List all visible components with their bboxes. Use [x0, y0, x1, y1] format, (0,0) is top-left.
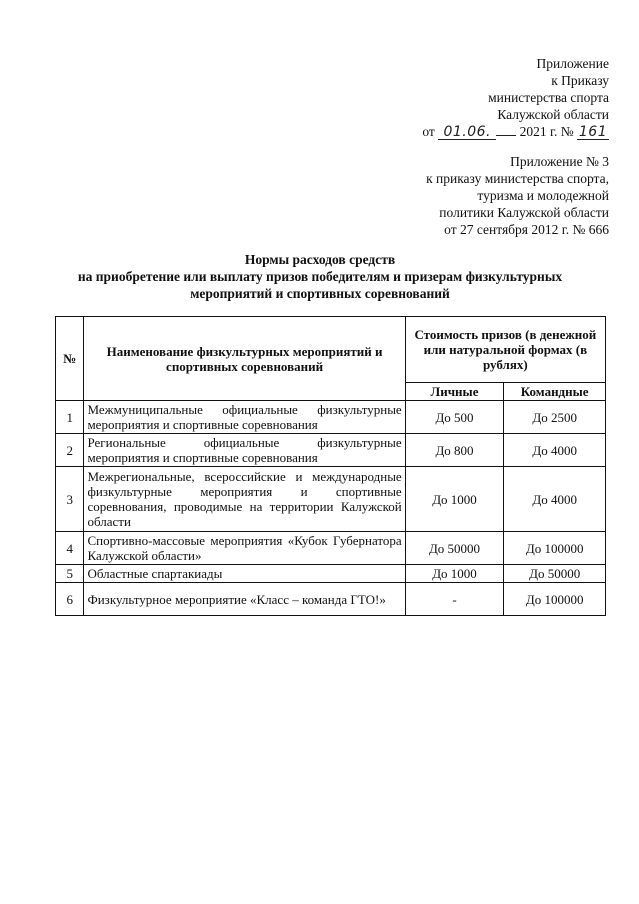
row-name: Спортивно-массовые мероприятия «Кубок Губернатора Калужской области»: [84, 532, 405, 565]
header-personal: Личные: [405, 383, 504, 401]
row-personal: До 500: [405, 401, 504, 434]
order-year-label: 2021 г. №: [519, 124, 574, 139]
table-row: [56, 583, 606, 616]
appendix-3-line-3: туризма и молодежной: [477, 188, 609, 203]
row-team: До 4000: [504, 467, 606, 532]
appendix-1-title: Приложение: [536, 56, 609, 71]
row-team: До 100000: [504, 583, 606, 616]
row-personal: -: [405, 583, 504, 616]
title-line-3: мероприятий и спортивных соревнований: [190, 286, 450, 301]
header-cost: Стоимость призов (в денежной или натуральной формах (в рублях): [405, 317, 605, 383]
row-team: До 2500: [504, 401, 606, 434]
row-number: 4: [56, 532, 84, 565]
title-line-2: на приобретение или выплату призов победителям и призерам физкультурных: [77, 269, 563, 284]
row-number: 3: [56, 467, 84, 532]
table-header-row: [56, 317, 606, 383]
row-team: До 100000: [504, 532, 606, 565]
order-date-field: [438, 125, 496, 140]
order-date-handwritten: 01.06.: [443, 124, 491, 140]
appendix-1-line-4: Калужской области: [497, 107, 609, 122]
appendix-3-block: [426, 153, 609, 238]
row-team: До 50000: [504, 565, 606, 583]
order-number-field: [577, 125, 609, 140]
row-name: Физкультурное мероприятие «Класс – команда ГТО!»: [84, 583, 405, 616]
header-team: Командные: [504, 383, 606, 401]
order-date-blank: [496, 135, 516, 136]
row-number: 2: [56, 434, 84, 467]
appendix-1-line-3: министерства спорта: [488, 90, 609, 105]
appendix-3-line-2: к приказу министерства спорта,: [426, 171, 609, 186]
row-number: 5: [56, 565, 84, 583]
table-row: [56, 467, 606, 532]
header-number: №: [56, 317, 84, 401]
row-team: До 4000: [504, 434, 606, 467]
order-number-handwritten: 161: [578, 124, 608, 140]
row-name: Межмуниципальные официальные физкультурные мероприятия и спортивные соревнования: [84, 401, 405, 434]
row-number: 1: [56, 401, 84, 434]
row-name: Областные спартакиады: [84, 565, 405, 583]
row-name: Межрегиональные, всероссийские и международные физкультурные мероприятия и спортивные соревнования, проводимые на территории Калужской области: [84, 467, 405, 532]
appendix-1-line-2: к Приказу: [551, 73, 609, 88]
appendix-1-block: [422, 55, 609, 140]
table-row: [56, 565, 606, 583]
norms-table: [55, 316, 606, 616]
appendix-3-line-4: политики Калужской области: [439, 205, 609, 220]
row-personal: До 1000: [405, 565, 504, 583]
appendix-3-title: Приложение № 3: [510, 154, 609, 169]
document-title: [30, 251, 610, 302]
table-row: [56, 434, 606, 467]
row-personal: До 1000: [405, 467, 504, 532]
header-name: Наименование физкультурных мероприятий и спортивных соревнований: [84, 317, 405, 401]
table-row: [56, 401, 606, 434]
row-name: Региональные официальные физкультурные мероприятия и спортивные соревнования: [84, 434, 405, 467]
order-from-label: от: [422, 124, 435, 139]
appendix-3-line-5: от 27 сентября 2012 г. № 666: [444, 222, 609, 237]
row-personal: До 800: [405, 434, 504, 467]
table-row: [56, 532, 606, 565]
row-personal: До 50000: [405, 532, 504, 565]
title-line-1: Нормы расходов средств: [244, 252, 396, 267]
row-number: 6: [56, 583, 84, 616]
order-line: [422, 123, 609, 140]
